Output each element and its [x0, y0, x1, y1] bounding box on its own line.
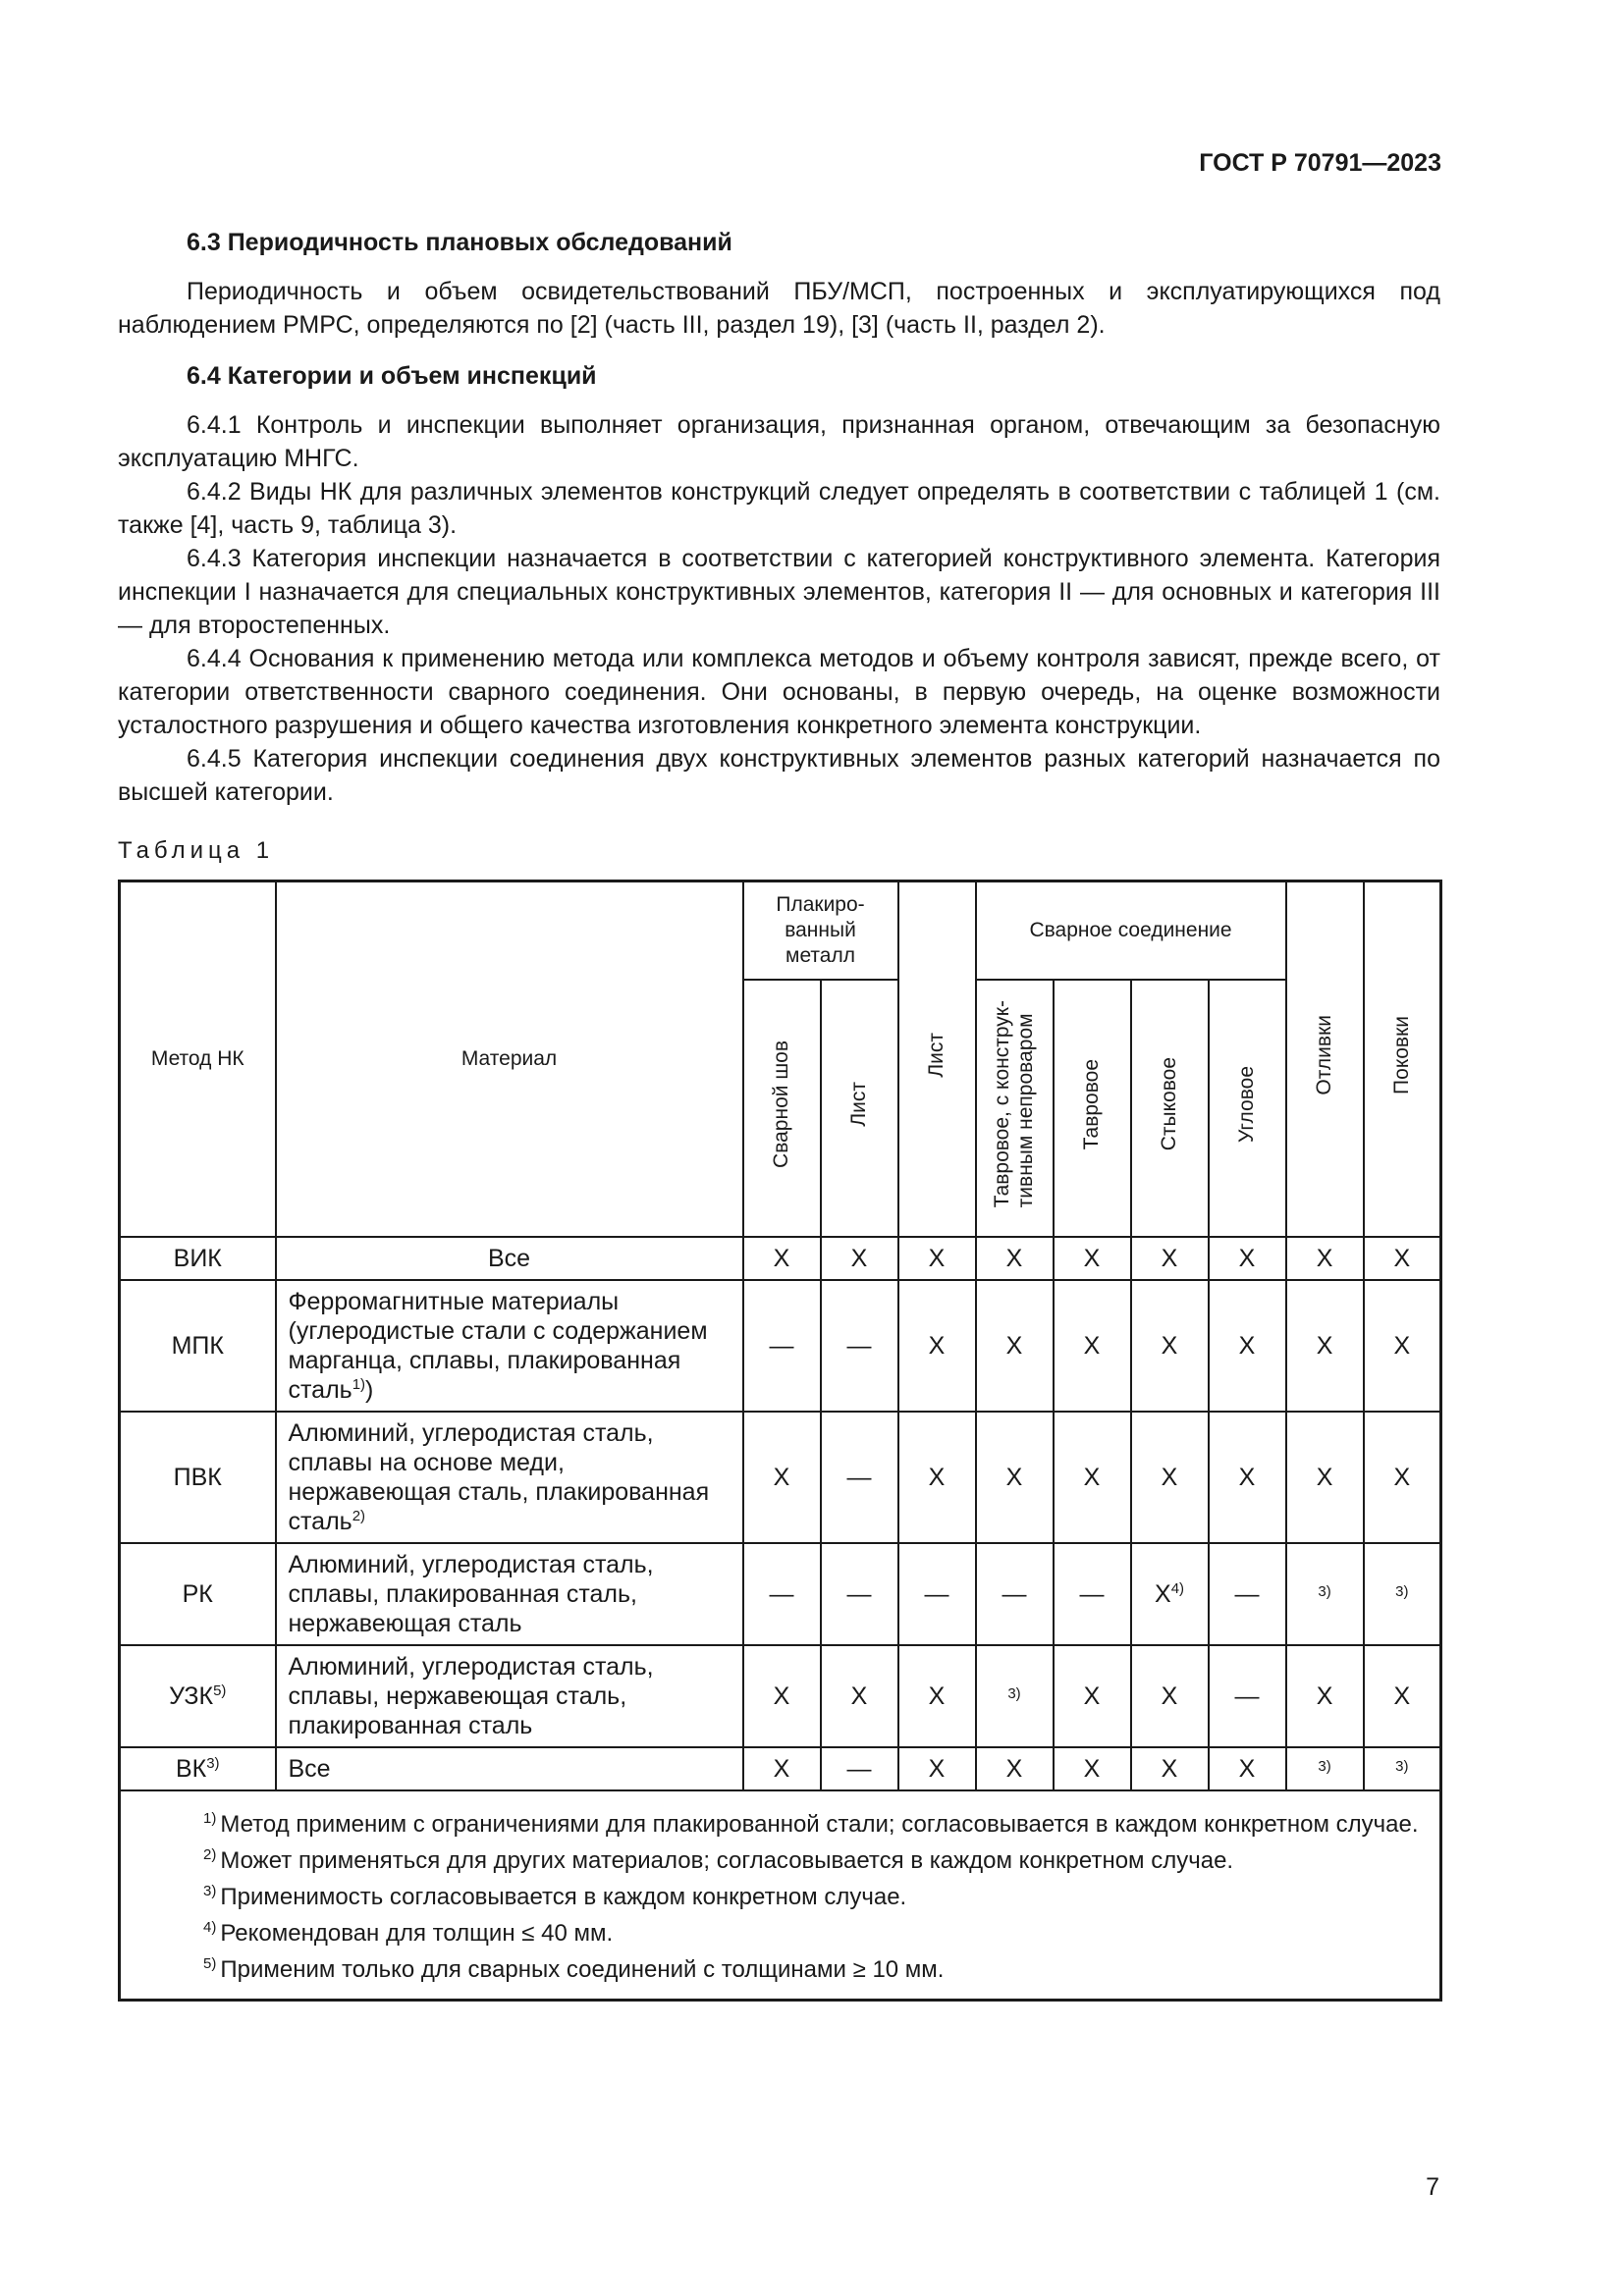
header-welded-joint: Сварное соединение	[976, 881, 1286, 980]
value-cell: X	[976, 1747, 1054, 1790]
value-cell: X	[1286, 1280, 1364, 1412]
value-cell: X	[976, 1280, 1054, 1412]
value-cell: X	[898, 1645, 976, 1747]
header-sheet-cell	[898, 881, 976, 1237]
method-cell: МПК	[120, 1280, 276, 1412]
method-cell: ПВК	[120, 1412, 276, 1543]
header-clad-sheet-cell	[821, 980, 898, 1237]
section-6-4-title: 6.4 Категории и объем инспекций	[187, 362, 597, 390]
header-clad-weld: Сварной шов	[770, 1041, 792, 1168]
value-cell: X	[1131, 1645, 1209, 1747]
value-cell: X	[1054, 1237, 1131, 1280]
footnote: $^{2)}$ Может применяться для других материалов; согласовывается в каждом конкретном случае.	[203, 1845, 1234, 1874]
paragraph-6-4-4: 6.4.4 Основания к применению метода или комплекса методов и объему контроля зависят, прежде всего, от категории ответственности сварного соединения. Они основаны, в первую очередь, на оценке возможности усталостного разрушения и общего качества изготовления конкретного элемента конструкции.	[118, 645, 1440, 739]
value-cell: X	[1286, 1412, 1364, 1543]
value-cell: X	[743, 1747, 821, 1790]
value-cell: X	[976, 1412, 1054, 1543]
value-cell: X	[898, 1747, 976, 1790]
value-cell: —	[743, 1543, 821, 1645]
value-cell: X	[1209, 1237, 1286, 1280]
header-butt-cell	[1131, 980, 1209, 1237]
table-row	[120, 1280, 1441, 1412]
material-cell: Алюминий, углеродистая сталь, сплавы, нержавеющая сталь, плакированная сталь	[276, 1645, 743, 1747]
table-row	[120, 1543, 1441, 1645]
value-cell: X	[1131, 1237, 1209, 1280]
material-cell: Алюминий, углеродистая сталь, сплавы, плакированная сталь, нержавеющая сталь	[276, 1543, 743, 1645]
value-cell: —	[821, 1747, 898, 1790]
value-cell: X	[1131, 1412, 1209, 1543]
header-forgings-cell	[1364, 881, 1441, 1237]
header-forgings: Поковки	[1389, 1016, 1413, 1095]
method-cell: РК	[120, 1543, 276, 1645]
value-cell: X	[1209, 1280, 1286, 1412]
paragraph-6-4-3: 6.4.3 Категория инспекции назначается в соответствии с категорией конструктивного элемента. Категория инспекции I назначается для специальных конструктивных элементов, категория II — для основных и категория III — для второстепенных.	[118, 545, 1440, 639]
header-clad-sheet: Лист	[847, 1082, 870, 1127]
table-footnotes	[120, 1790, 1441, 2001]
value-cell: 3)	[1286, 1543, 1364, 1645]
paragraph-6-4-1: 6.4.1 Контроль и инспекции выполняет организация, признанная органом, отвечающим за безопасную эксплуатацию МНГС.	[118, 411, 1440, 472]
footnote: $^{3)}$ Применимость согласовывается в каждом конкретном случае.	[203, 1882, 907, 1910]
section-6-3-text: Периодичность и объем освидетельствований ПБУ/МСП, построенных и эксплуатирующихся под наблюдением РМРС, определяются по [2] (часть III, раздел 19), [3] (часть II, раздел 2).	[118, 278, 1440, 339]
ndt-methods-table	[118, 880, 1442, 2002]
header-clad-weld-cell	[743, 980, 821, 1237]
value-cell: X	[821, 1237, 898, 1280]
value-cell: X	[1054, 1280, 1131, 1412]
table-row	[120, 1645, 1441, 1747]
value-cell: X	[898, 1237, 976, 1280]
method-cell: ВК$^{3)}$	[120, 1747, 276, 1790]
value-cell: X	[1286, 1645, 1364, 1747]
material-cell: Все	[276, 1237, 743, 1280]
header-butt: Стыковое	[1158, 1057, 1181, 1151]
value-cell: X	[1209, 1747, 1286, 1790]
table-row	[120, 1237, 1441, 1280]
value-cell: X	[1131, 1280, 1209, 1412]
table-caption: Таблица 1	[118, 837, 275, 864]
header-sheet: Лист	[925, 1033, 948, 1079]
value-cell: X	[898, 1412, 976, 1543]
value-cell: X	[821, 1645, 898, 1747]
document-header: ГОСТ Р 70791—2023	[1199, 149, 1441, 177]
table-row	[120, 1412, 1441, 1543]
value-cell: X	[743, 1237, 821, 1280]
value-cell: 3)	[976, 1645, 1054, 1747]
footnote: $^{1)}$ Метод применим с ограничениями для плакированной стали; согласовывается в каждом конкретном случае.	[203, 1809, 1419, 1838]
header-angle: Угловое	[1235, 1065, 1259, 1144]
footnote: $^{5)}$ Применим только для сварных соединений с толщинами ≥ 10 мм.	[203, 1954, 945, 1983]
header-tee: Тавровое	[1080, 1058, 1104, 1150]
value-cell: X	[976, 1237, 1054, 1280]
value-cell: X	[898, 1280, 976, 1412]
paragraph-6-4-2: 6.4.2 Виды НК для различных элементов конструкций следует определять в соответствии с таблицей 1 (см. также [4], часть 9, таблица 3).	[118, 478, 1440, 539]
value-cell: —	[976, 1543, 1054, 1645]
value-cell: 3)	[1286, 1747, 1364, 1790]
value-cell: —	[821, 1412, 898, 1543]
value-cell: X	[1054, 1645, 1131, 1747]
footnote: $^{4)}$ Рекомендован для толщин ≤ 40 мм.	[203, 1918, 614, 1947]
table-row	[120, 1747, 1441, 1790]
value-cell: X	[1209, 1412, 1286, 1543]
value-cell: X	[1364, 1280, 1441, 1412]
value-cell: —	[1209, 1543, 1286, 1645]
value-cell: 3)	[1364, 1543, 1441, 1645]
value-cell: —	[898, 1543, 976, 1645]
value-cell: —	[743, 1280, 821, 1412]
material-cell: Ферромагнитные материалы (углеродистые стали с содержанием марганца, сплавы, плакированная сталь$^{1)}$)	[276, 1280, 743, 1412]
value-cell: X	[1286, 1237, 1364, 1280]
header-angle-cell	[1209, 980, 1286, 1237]
value-cell: X	[1054, 1747, 1131, 1790]
value-cell: —	[1054, 1543, 1131, 1645]
material-cell: Алюминий, углеродистая сталь, сплавы на основе меди, нержавеющая сталь, плакированная сталь$^{2)}$	[276, 1412, 743, 1543]
paragraph-6-4-5: 6.4.5 Категория инспекции соединения двух конструктивных элементов разных категорий назначается по высшей категории.	[118, 745, 1440, 806]
header-tee-penetration: Тавровое, с конструк- тивным непроваром	[991, 1000, 1038, 1208]
value-cell: X	[1364, 1237, 1441, 1280]
value-cell: X	[1364, 1645, 1441, 1747]
header-clad-metal: Плакиро- ванный металл	[743, 881, 898, 980]
value-cell: —	[821, 1543, 898, 1645]
document-body	[118, 226, 1440, 2002]
header-method: Метод НК	[120, 881, 276, 1237]
value-cell: —	[821, 1280, 898, 1412]
header-castings: Отливки	[1313, 1015, 1336, 1096]
page-number: 7	[1426, 2173, 1439, 2201]
value-cell: X	[743, 1412, 821, 1543]
header-tee-cell	[1054, 980, 1131, 1237]
value-cell: X	[743, 1645, 821, 1747]
method-cell: УЗК$^{5)}$	[120, 1645, 276, 1747]
header-tee-penetration-cell	[976, 980, 1054, 1237]
material-cell: Все	[276, 1747, 743, 1790]
value-cell: X	[1054, 1412, 1131, 1543]
header-castings-cell	[1286, 881, 1364, 1237]
value-cell: $X^{4)}$	[1131, 1543, 1209, 1645]
value-cell: 3)	[1364, 1747, 1441, 1790]
value-cell: —	[1209, 1645, 1286, 1747]
method-cell: ВИК	[120, 1237, 276, 1280]
value-cell: X	[1364, 1412, 1441, 1543]
section-6-3-title: 6.3 Периодичность плановых обследований	[187, 229, 732, 256]
header-material: Материал	[276, 881, 743, 1237]
value-cell: X	[1131, 1747, 1209, 1790]
